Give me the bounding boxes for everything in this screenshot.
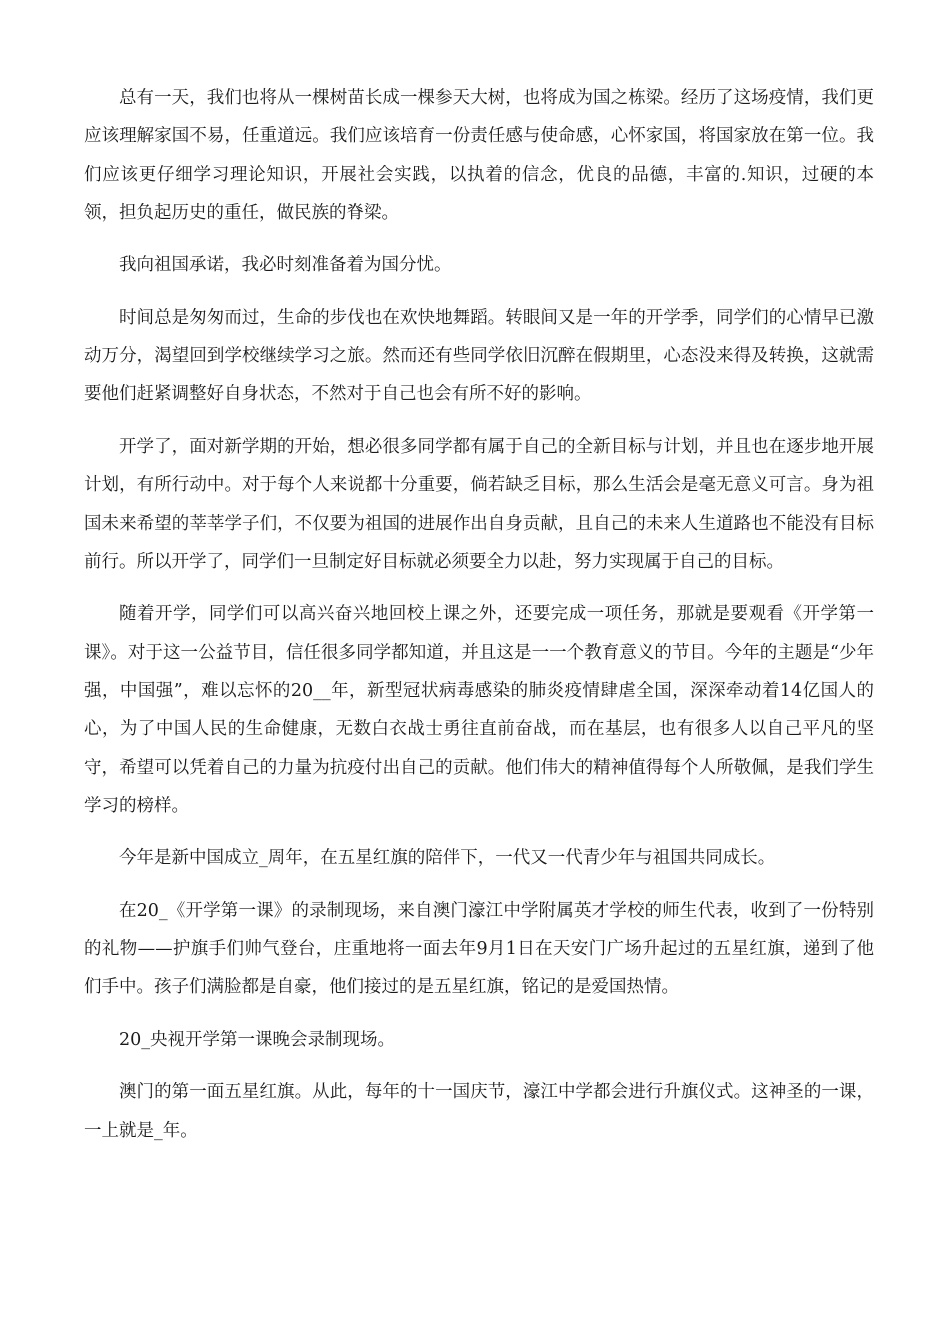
document-body: [84, 79, 874, 1164]
paragraph: 时间总是匆匆而过，生命的步伐也在欢快地舞蹈。转眼间又是一年的开学季，同学们的心情早已激动万分，渴望回到学校继续学习之旅。然而还有些同学依旧沉醉在假期里，心态没来得及转换，这就需要他们赶紧调整好自身状态，不然对于自己也会有所不好的影响。: [84, 307, 874, 405]
paragraph: 总有一天，我们也将从一棵树苗长成一棵参天大树，也将成为国之栋梁。经历了这场疫情，我们更应该理解家国不易，任重道远。我们应该培育一份责任感与使命感，心怀家国，将国家放在第一位。我们应该更仔细学习理论知识，开展社会实践，以执着的信念，优良的品德，丰富的.知识，过硬的本领，担负起历史的重任，做民族的脊梁。: [84, 88, 874, 223]
paragraph: 澳门的第一面五星红旗。从此，每年的十一国庆节，濠江中学都会进行升旗仪式。这神圣的一课，一上就是_年。: [84, 1082, 874, 1141]
paragraph: 我向祖国承诺，我必时刻准备着为国分忧。: [119, 255, 452, 276]
paragraph: 20_央视开学第一课晚会录制现场。: [119, 1029, 396, 1050]
paragraph: 开学了，面对新学期的开始，想必很多同学都有属于自己的全新目标与计划，并且也在逐步地开展计划，有所行动中。对于每个人来说都十分重要，倘若缺乏目标，那么生活会是毫无意义可言。身为祖国未来希望的莘莘学子们，不仅要为祖国的进展作出自身贡献，且自己的未来人生道路也不能没有目标前行。所以开学了，同学们一旦制定好目标就必须要全力以赴，努力实现属于自己的目标。: [84, 436, 874, 572]
paragraph: 随着开学，同学们可以高兴奋兴地回校上课之外，还要完成一项任务，那就是要观看《开学第一课》。对于这一公益节目，信任很多同学都知道，并且这是一一个教育意义的节目。今年的主题是“少年强，中国强”，难以忘怀的20__年，新型冠状病毒感染的肺炎疫情肆虐全国，深深牵动着14亿国人的心，为了中国人民的生命健康，无数白衣战士勇往直前奋战，而在基层，也有很多人以自己平凡的坚守，希望可以凭着自己的力量为抗疫付出自己的贡献。他们伟大的精神值得每个人所敬佩，是我们学生学习的榜样。: [84, 604, 874, 816]
paragraph: 在20_《开学第一课》的录制现场，来自澳门濠江中学附属英才学校的师生代表，收到了一份特别的礼物——护旗手们帅气登台，庄重地将一面去年9月1日在天安门广场升起过的五星红旗，递到了他们手中。孩子们满脸都是自豪，他们接过的是五星红旗，铭记的是爱国热情。: [84, 900, 874, 998]
paragraph: 今年是新中国成立_周年，在五星红旗的陪伴下，一代又一代青少年与祖国共同成长。: [119, 848, 776, 869]
